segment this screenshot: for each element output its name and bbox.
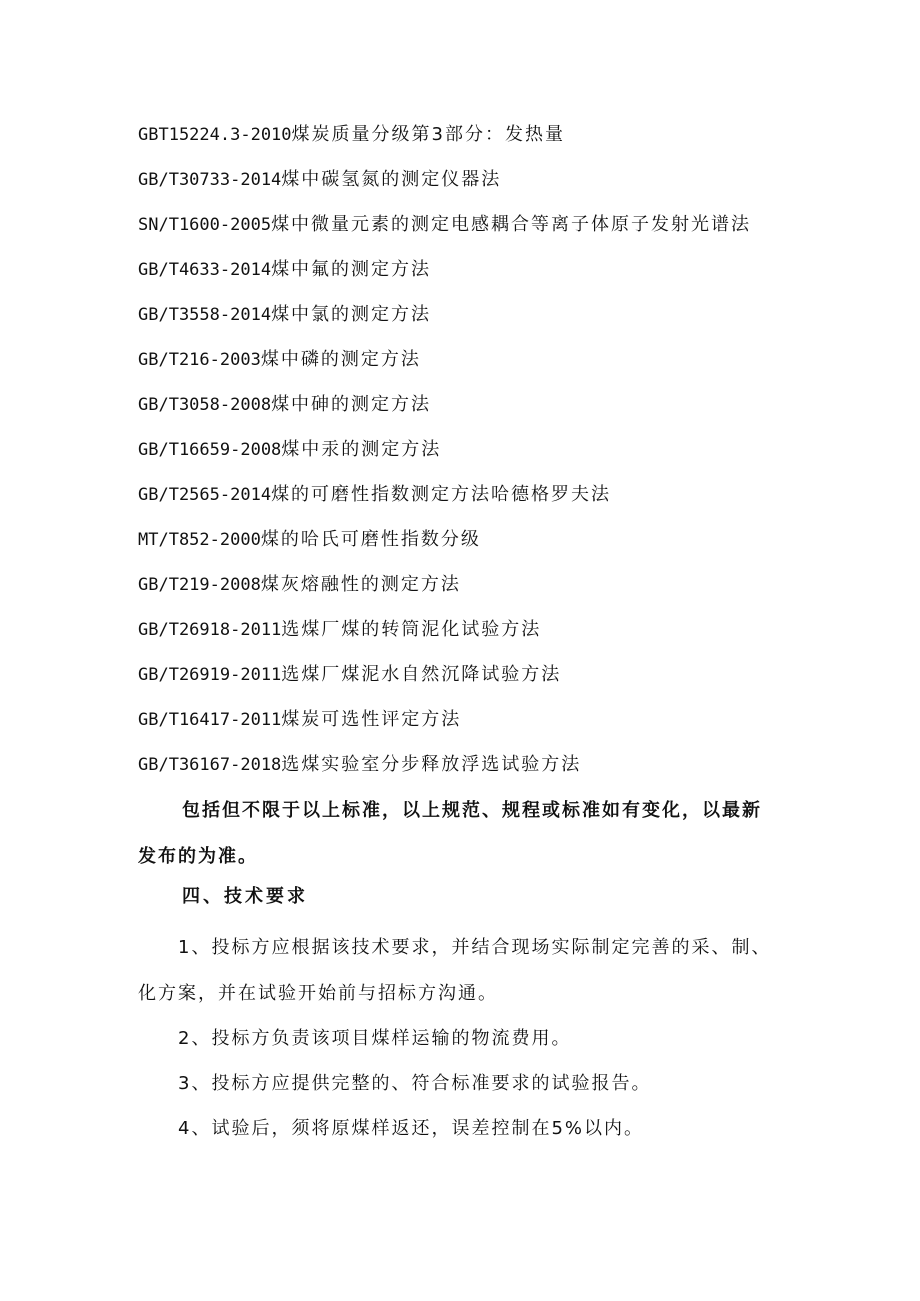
standard-code: GB/T16417-2011 bbox=[138, 710, 282, 730]
standard-title: 选煤厂煤的转筒泥化试验方法 bbox=[281, 619, 542, 640]
standard-code: GB/T4633-2014 bbox=[138, 260, 272, 280]
standard-item bbox=[138, 435, 858, 480]
standard-code: GB/T219-2008 bbox=[138, 575, 261, 595]
standard-item bbox=[138, 390, 858, 435]
standard-title: 煤炭质量分级第3部分：发热量 bbox=[291, 124, 565, 145]
standard-code: GB/T3558-2014 bbox=[138, 305, 272, 325]
standard-item bbox=[138, 660, 858, 705]
standard-code: GB/T3058-2008 bbox=[138, 395, 272, 415]
standard-code: GB/T36167-2018 bbox=[138, 755, 282, 775]
standard-title: 煤中汞的测定方法 bbox=[281, 439, 442, 460]
standard-item bbox=[138, 345, 858, 390]
standard-code: GB/T216-2003 bbox=[138, 350, 261, 370]
standard-title: 选煤厂煤泥水自然沉降试验方法 bbox=[281, 664, 562, 685]
standards-note: 包括但不限于以上标准，以上规范、规程或标准如有变化，以最新发布的为准。 bbox=[138, 800, 762, 867]
standard-item bbox=[138, 255, 858, 300]
standard-item bbox=[138, 210, 858, 255]
standard-title: 煤的可磨性指数测定方法哈德格罗夫法 bbox=[271, 484, 612, 505]
standard-item bbox=[138, 705, 858, 750]
standard-code: SN/T1600-2005 bbox=[138, 215, 272, 235]
standard-item bbox=[138, 120, 858, 165]
requirement-item: 1、投标方应根据该技术要求，并结合现场实际制定完善的采、制、化方案，并在试验开始前与招标方沟通。 bbox=[138, 937, 772, 1004]
requirement-item: 3、投标方应提供完整的、符合标准要求的试验报告。 bbox=[178, 1073, 652, 1094]
standard-title: 煤中碳氢氮的测定仪器法 bbox=[281, 169, 502, 190]
standard-code: GB/T26919-2011 bbox=[138, 665, 282, 685]
standards-list bbox=[138, 120, 858, 795]
standard-title: 煤灰熔融性的测定方法 bbox=[260, 574, 461, 595]
standard-code: GB/T16659-2008 bbox=[138, 440, 282, 460]
standard-title: 选煤实验室分步释放浮选试验方法 bbox=[281, 754, 582, 775]
standard-title: 煤的哈氏可磨性指数分级 bbox=[260, 529, 481, 550]
standard-item bbox=[138, 165, 858, 210]
standard-title: 煤中砷的测定方法 bbox=[271, 394, 432, 415]
standard-title: 煤中氯的测定方法 bbox=[271, 304, 432, 325]
standard-item bbox=[138, 480, 858, 525]
standard-title: 煤中微量元素的测定电感耦合等离子体原子发射光谱法 bbox=[271, 214, 752, 235]
requirement-item: 2、投标方负责该项目煤样运输的物流费用。 bbox=[178, 1028, 572, 1049]
standard-code: GB/T30733-2014 bbox=[138, 170, 282, 190]
requirement-item: 4、试验后，须将原煤样返还，误差控制在5%以内。 bbox=[178, 1118, 645, 1139]
standard-code: MT/T852-2000 bbox=[138, 530, 261, 550]
standard-item bbox=[138, 615, 858, 660]
section-title: 四、技术要求 bbox=[182, 886, 308, 907]
standard-title: 煤中氟的测定方法 bbox=[271, 259, 432, 280]
standard-code: GB/T26918-2011 bbox=[138, 620, 282, 640]
standard-title: 煤炭可选性评定方法 bbox=[281, 709, 462, 730]
standard-title: 煤中磷的测定方法 bbox=[260, 349, 421, 370]
standard-code: GBT15224.3-2010 bbox=[138, 125, 292, 145]
standard-code: GB/T2565-2014 bbox=[138, 485, 272, 505]
standard-item bbox=[138, 570, 858, 615]
standard-item bbox=[138, 525, 858, 570]
standard-item bbox=[138, 300, 858, 345]
